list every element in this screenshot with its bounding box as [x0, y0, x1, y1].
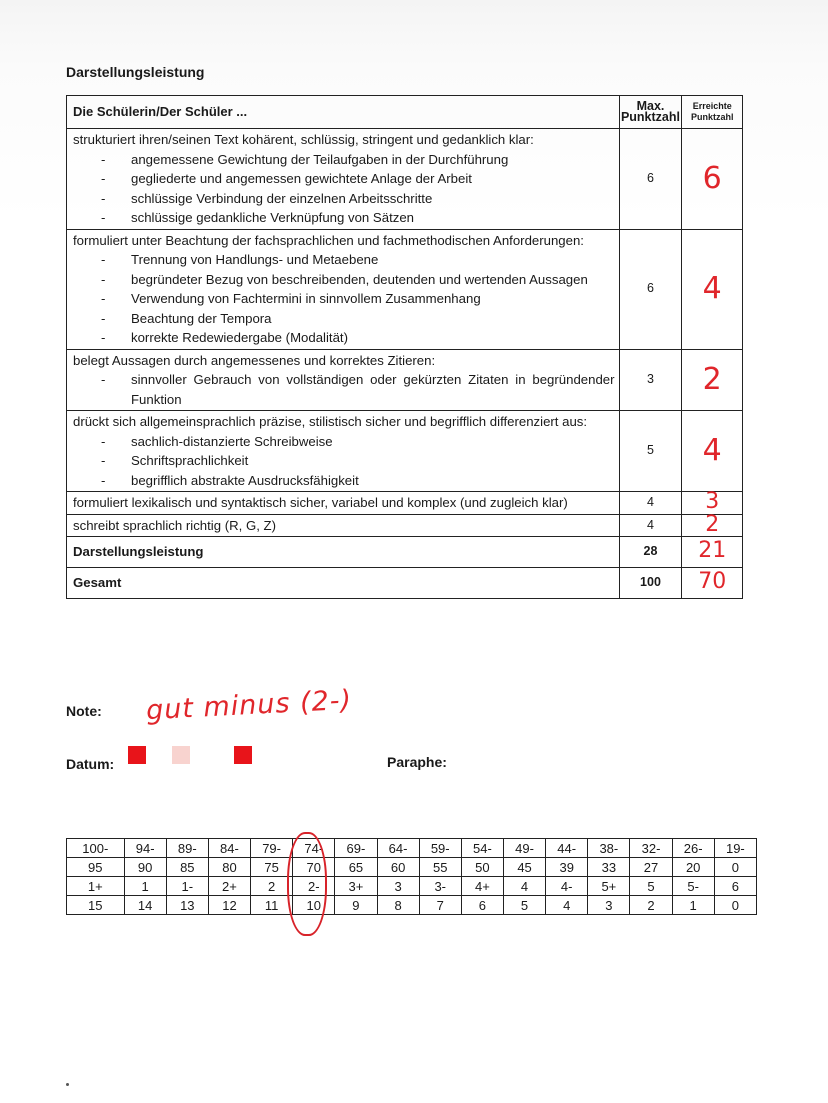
- criterion-intro: belegt Aussagen durch angemessenes und korrektes Zitieren:: [73, 352, 436, 368]
- grade-cell: 5+: [588, 877, 630, 896]
- grade-cell: 20: [672, 858, 714, 877]
- grade-cell: 1-: [166, 877, 208, 896]
- criterion-item: - schlüssige Verbindung der einzelnen Arbeitsschritte: [101, 189, 615, 209]
- header-achieved-points: Erreichte Punktzahl: [682, 96, 743, 129]
- criterion-item: - sachlich-distanzierte Schreibweise: [101, 432, 615, 452]
- criterion-item: - schlüssige gedankliche Verknüpfung von Sätzen: [101, 208, 615, 228]
- achieved-points: 6: [702, 160, 722, 196]
- grade-cell: 8: [377, 896, 419, 915]
- grade-scale-table: [66, 838, 757, 915]
- achieved-points: 2: [702, 361, 722, 397]
- header-description: Die Schülerin/Der Schüler ...: [67, 96, 620, 129]
- grade-cell: 4: [546, 896, 588, 915]
- grade-cell: 89-: [166, 839, 208, 858]
- grade-cell: 6: [461, 896, 503, 915]
- grade-cell: 95: [67, 858, 125, 877]
- criterion-item: - angemessene Gewichtung der Teilaufgaben in der Durchführung: [101, 150, 615, 170]
- criterion-item: - gegliederte und angemessen gewichtete Anlage der Arbeit: [101, 169, 615, 189]
- grade-row: [67, 877, 757, 896]
- criterion-item: - korrekte Redewiedergabe (Modalität): [101, 328, 615, 348]
- criterion-row: [67, 492, 743, 515]
- grade-cell: 74-: [293, 839, 335, 858]
- criterion-intro: schreibt sprachlich richtig (R, G, Z): [73, 517, 276, 533]
- grade-circle-mark: [287, 832, 327, 936]
- achieved-points: 2: [705, 511, 720, 537]
- grade-cell: 64-: [377, 839, 419, 858]
- grade-cell: 3: [588, 896, 630, 915]
- grade-cell: 10: [293, 896, 335, 915]
- criterion-row: [67, 411, 743, 492]
- criterion-intro: drückt sich allgemeinsprachlich präzise, stilistisch sicher und begrifflich differenziert aus:: [73, 414, 588, 429]
- grade-cell: 50: [461, 858, 503, 877]
- criterion-item: - begründeter Bezug von beschreibenden, deutenden und wertenden Aussagen: [101, 270, 615, 290]
- grade-cell: 9: [335, 896, 377, 915]
- grade-cell: 45: [503, 858, 545, 877]
- grade-cell: 4: [503, 877, 545, 896]
- summary-row: [67, 568, 743, 599]
- grade-cell: 55: [419, 858, 461, 877]
- criterion-intro: strukturiert ihren/seinen Text kohärent, schlüssig, stringent und gedanklich klar:: [73, 132, 534, 147]
- grade-points-row: [67, 896, 757, 915]
- max-points: 6: [619, 229, 682, 349]
- criterion-row: [67, 129, 743, 230]
- summary-achieved: 70: [698, 569, 727, 595]
- criterion-item: - Schriftsprachlichkeit: [101, 451, 615, 471]
- header-max-points: Max. Punktzahl: [619, 96, 682, 129]
- grade-cell: 2+: [208, 877, 250, 896]
- grade-cell: 26-: [672, 839, 714, 858]
- grade-cell: 2: [251, 877, 293, 896]
- grade-cell: 14: [124, 896, 166, 915]
- criterion-intro: formuliert lexikalisch und syntaktisch sicher, variabel und komplex (und zugleich klar): [73, 495, 568, 510]
- grade-cell: 15: [67, 896, 125, 915]
- grade-cell: 5-: [672, 877, 714, 896]
- grade-cell: 59-: [419, 839, 461, 858]
- max-points: 3: [619, 349, 682, 411]
- criterion-item: - Beachtung der Tempora: [101, 309, 615, 329]
- summary-achieved: 21: [698, 538, 727, 564]
- grade-cell: 1: [124, 877, 166, 896]
- grade-cell: 5: [630, 877, 672, 896]
- grade-cell: 44-: [546, 839, 588, 858]
- grade-cell: 0: [714, 896, 756, 915]
- grade-cell: 0: [714, 858, 756, 877]
- grade-cell: 1: [672, 896, 714, 915]
- grade-cell: 84-: [208, 839, 250, 858]
- grade-cell: 6: [714, 877, 756, 896]
- criteria-header-row: [67, 96, 743, 129]
- redaction-mark: [128, 746, 146, 764]
- redaction-mark: [172, 746, 190, 764]
- achieved-points: 4: [702, 271, 722, 306]
- summary-row: [67, 537, 743, 568]
- datum-label: Datum:: [66, 756, 115, 772]
- summary-label: Gesamt: [67, 568, 620, 599]
- grade-cell: 19-: [714, 839, 756, 858]
- max-points: 4: [619, 514, 682, 537]
- redaction-mark: [234, 746, 252, 764]
- grade-cell: 3: [377, 877, 419, 896]
- grade-cell: 32-: [630, 839, 672, 858]
- max-points: 4: [619, 492, 682, 515]
- grade-cell: 90: [124, 858, 166, 877]
- grade-cell: 65: [335, 858, 377, 877]
- grade-cell: 2-: [293, 877, 335, 896]
- grade-cell: 94-: [124, 839, 166, 858]
- achieved-points: 4: [702, 433, 722, 468]
- grade-cell: 7: [419, 896, 461, 915]
- summary-max: 100: [619, 568, 682, 599]
- page-dot: [66, 1083, 69, 1086]
- grade-cell: 79-: [251, 839, 293, 858]
- max-points: 5: [619, 411, 682, 492]
- grade-cell: 80: [208, 858, 250, 877]
- summary-label: Darstellungsleistung: [67, 537, 620, 568]
- grade-cell: 1+: [67, 877, 125, 896]
- criterion-row: [67, 349, 743, 411]
- grade-cell: 3-: [419, 877, 461, 896]
- grade-cell: 85: [166, 858, 208, 877]
- criterion-row: [67, 229, 743, 349]
- grade-cell: 3+: [335, 877, 377, 896]
- grade-cell: 69-: [335, 839, 377, 858]
- criterion-intro: formuliert unter Beachtung der fachsprachlichen und fachmethodischen Anforderungen:: [73, 232, 584, 248]
- grade-cell: 49-: [503, 839, 545, 858]
- grade-cell: 11: [251, 896, 293, 915]
- note-label: Note:: [66, 703, 102, 719]
- grade-cell: 5: [503, 896, 545, 915]
- criterion-item: - begrifflich abstrakte Ausdrucksfähigkeit: [101, 471, 615, 491]
- grade-cell: 54-: [461, 839, 503, 858]
- grade-cell: 38-: [588, 839, 630, 858]
- grade-cell: 12: [208, 896, 250, 915]
- criteria-table: [66, 95, 743, 599]
- grade-cell: 100-: [67, 839, 125, 858]
- grade-cell: 4+: [461, 877, 503, 896]
- achieved-points: 3: [705, 489, 720, 514]
- criterion-item: - Trennung von Handlungs- und Metaebene: [101, 250, 615, 270]
- grade-cell: 13: [166, 896, 208, 915]
- criterion-item: - sinnvoller Gebrauch von vollständigen oder gekürzten Zitaten in begründender Funktion: [101, 370, 615, 409]
- grade-cell: 27: [630, 858, 672, 877]
- grade-cell: 39: [546, 858, 588, 877]
- criterion-item: - Verwendung von Fachtermini in sinnvollem Zusammenhang: [101, 289, 615, 309]
- grade-upper-row: [67, 839, 757, 858]
- grade-cell: 33: [588, 858, 630, 877]
- grade-cell: 4-: [546, 877, 588, 896]
- grade-cell: 2: [630, 896, 672, 915]
- grade-cell: 70: [293, 858, 335, 877]
- note-value: gut minus (2-): [145, 684, 353, 727]
- grade-cell: 75: [251, 858, 293, 877]
- criterion-row: [67, 514, 743, 537]
- paraphe-label: Paraphe:: [387, 754, 447, 770]
- summary-max: 28: [619, 537, 682, 568]
- page-title: Darstellungsleistung: [66, 64, 205, 80]
- grade-cell: 60: [377, 858, 419, 877]
- max-points: 6: [619, 129, 682, 230]
- grade-lower-row: [67, 858, 757, 877]
